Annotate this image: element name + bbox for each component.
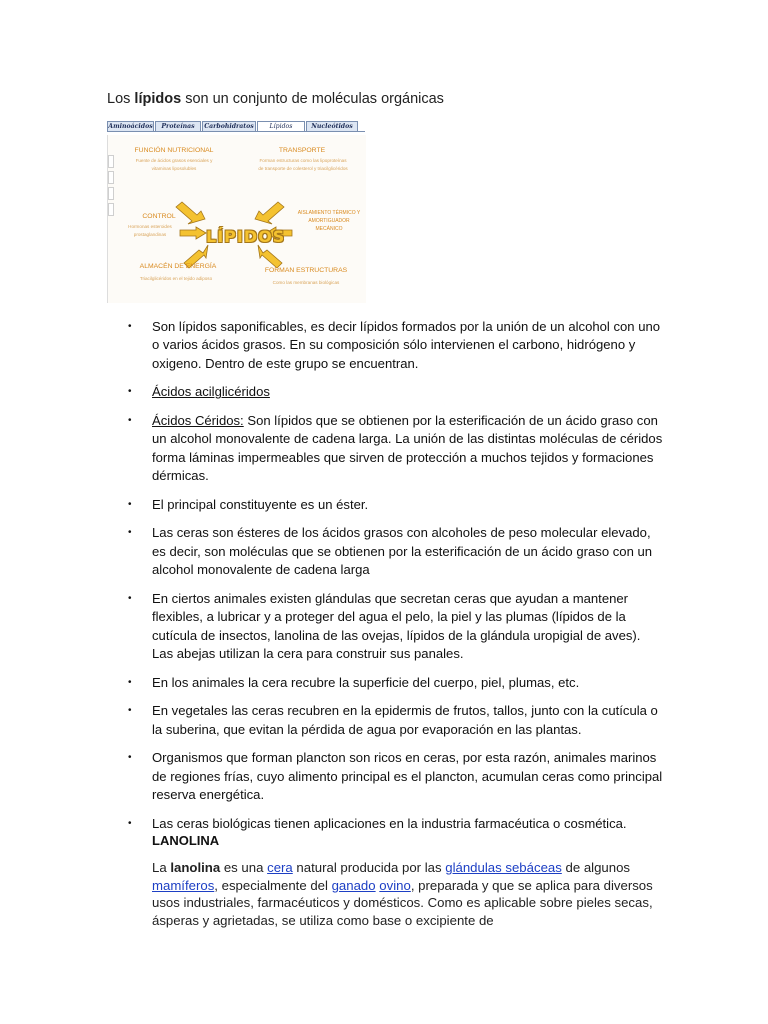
list-item (124, 749, 664, 804)
para-text: , especialmente del (214, 877, 332, 893)
node-control-sub: Hormonas esteroides prostaglandinas (128, 224, 172, 237)
list-item (124, 524, 664, 579)
para-text: natural producida por las (292, 860, 446, 875)
bullet-text: Son lípidos saponificables, es decir lípidos formados por la unión de un alcohol con uno o varios ácidos grasos. En su composición sólo intervienen el carbono, hidrógeno y oxigeno. Dentro de este grupo se encuentran. (152, 319, 661, 371)
bullet-icon: • (128, 705, 132, 717)
link-ganado[interactable]: ganado (331, 877, 376, 893)
diagram-body (107, 135, 366, 303)
heading-suffix: son un conjunto de moléculas orgánicas (185, 91, 444, 107)
link-cera[interactable]: cera (267, 860, 293, 875)
tab-divider (107, 131, 365, 132)
bullet-icon: • (128, 676, 132, 688)
diagram-center-title: LÍPIDOS (206, 227, 286, 246)
list-item (124, 674, 664, 692)
arrow-left (180, 227, 206, 239)
bullet-icon: • (128, 592, 132, 604)
node-funcion-sub: Fuente de ácidos grasos esenciales y vitaminas liposolubles (135, 158, 213, 171)
node-aislamiento-title: AISLAMIENTO TÉRMICO Y AMORTIGUADOR MECÁNICO (297, 210, 361, 232)
bullet-list (124, 318, 664, 843)
bullet-heading: Ácidos Céridos: (152, 413, 244, 428)
bullet-icon: • (128, 498, 132, 510)
bullet-icon: • (128, 752, 132, 764)
node-almacen-title: ALMACÉN DE ENERGÍA (139, 263, 217, 270)
tab-aminoacidos[interactable]: Aminoácidos (108, 123, 153, 130)
bullet-text: En ciertos animales existen glándulas que secretan ceras que ayudan a mantener flexibles, a lubricar y a proteger del agua el pelo, la piel y las plumas (lípidos de la cutícula de insectos, lanolina de las ovejas, lípidos de la glándula uropigial de aves). Las abejas utilizan la cera para construir sus panales. (152, 590, 641, 662)
bullet-icon: • (128, 817, 132, 829)
link-ovino[interactable]: ovino (379, 877, 411, 893)
tab-proteinas[interactable]: Proteínas (155, 121, 201, 131)
list-item (124, 815, 664, 833)
list-item (124, 496, 664, 514)
lanolina-paragraph (152, 859, 672, 929)
list-item (124, 412, 664, 486)
link-mamiferos[interactable]: mamíferos (152, 877, 215, 893)
arrow-down-right (258, 245, 282, 268)
bullet-icon: • (128, 321, 132, 332)
node-funcion-title: FUNCIÓN NUTRICIONAL (134, 147, 214, 154)
tab-carbohidratos[interactable]: Carbohidratos (202, 121, 256, 131)
figure-tabs (107, 121, 365, 131)
bullet-text: En los animales la cera recubre la superficie del cuerpo, piel, plumas, etc. (152, 674, 580, 690)
list-item (124, 318, 664, 373)
node-transporte-title: TRANSPORTE (278, 147, 326, 154)
bullet-icon: • (128, 386, 132, 398)
para-text: es una (220, 860, 268, 875)
node-control-title: CONTROL (142, 213, 176, 220)
bullet-icon: • (128, 415, 132, 426)
bullet-text: El principal constituyente es un éster. (152, 496, 369, 512)
page-heading (107, 91, 444, 107)
heading-bold: lípidos (134, 91, 182, 107)
heading-prefix: Los (107, 91, 131, 107)
bullet-text: En vegetales las ceras recubren en la epidermis de frutos, tallos, junto con la cutícula o la suberina, que evitan la pérdida de agua por evaporación en las plantas. (152, 703, 658, 737)
node-estructuras-title: FORMAN ESTRUCTURAS (264, 267, 348, 274)
node-estructuras-sub: Como las membranas biológicas (272, 280, 340, 285)
tab-nucleotidos[interactable]: Nucleótidos (306, 121, 358, 131)
list-item (124, 702, 664, 739)
lipids-diagram (107, 121, 365, 303)
para-text: , preparada y que se aplica para diversos usos industriales, farmacéuticos y domésticos. Como es aplicable sobre pieles secas, ásperas y agrietadas, se utiliza como base o excipiente de (152, 877, 653, 928)
section-title-lanolina: LANOLINA (152, 833, 220, 848)
para-text: de algunos (561, 860, 631, 875)
bullet-text: Las ceras son ésteres de los ácidos grasos con alcoholes de peso molecular elevado, es decir, son moléculas que se obtienen por la esterificación de un ácido graso con un alcohol monovalente de cadena larga (152, 525, 653, 578)
arrow-up-right (255, 202, 284, 224)
node-transporte-sub: Forman estructuras como las lipoproteínas de transporte de colesterol y triacilglicéridos (258, 158, 348, 171)
list-item (124, 383, 664, 401)
para-text: La (152, 860, 171, 875)
node-almacen-sub: Triacilglicéridos en el tejido adiposo (139, 276, 213, 281)
para-bold: lanolina (170, 860, 221, 875)
bullet-text: Son lípidos que se obtienen por la esterificación de un ácido graso con un alcohol monovalente de cadena larga. La unión de las distintas moléculas de céridos forma láminas impermeables que sirven de protección a muchos tejidos y formaciones dérmicas. (152, 413, 663, 484)
link-glandulas-sebaceas[interactable]: glándulas sebáceas (445, 860, 562, 875)
tab-lipidos[interactable]: Lípidos (257, 121, 305, 131)
bullet-icon: • (128, 527, 132, 539)
bullet-text: Las ceras biológicas tienen aplicaciones en la industria farmacéutica o cosmética. (152, 815, 627, 831)
bullet-text: Ácidos acilglicéridos (152, 384, 270, 400)
bullet-text: Organismos que forman plancton son ricos en ceras, por esta razón, animales marinos de regiones frías, cuyo alimento principal es el plancton, acumulan ceras como principal reserva energética. (152, 750, 663, 803)
list-item (124, 590, 664, 664)
